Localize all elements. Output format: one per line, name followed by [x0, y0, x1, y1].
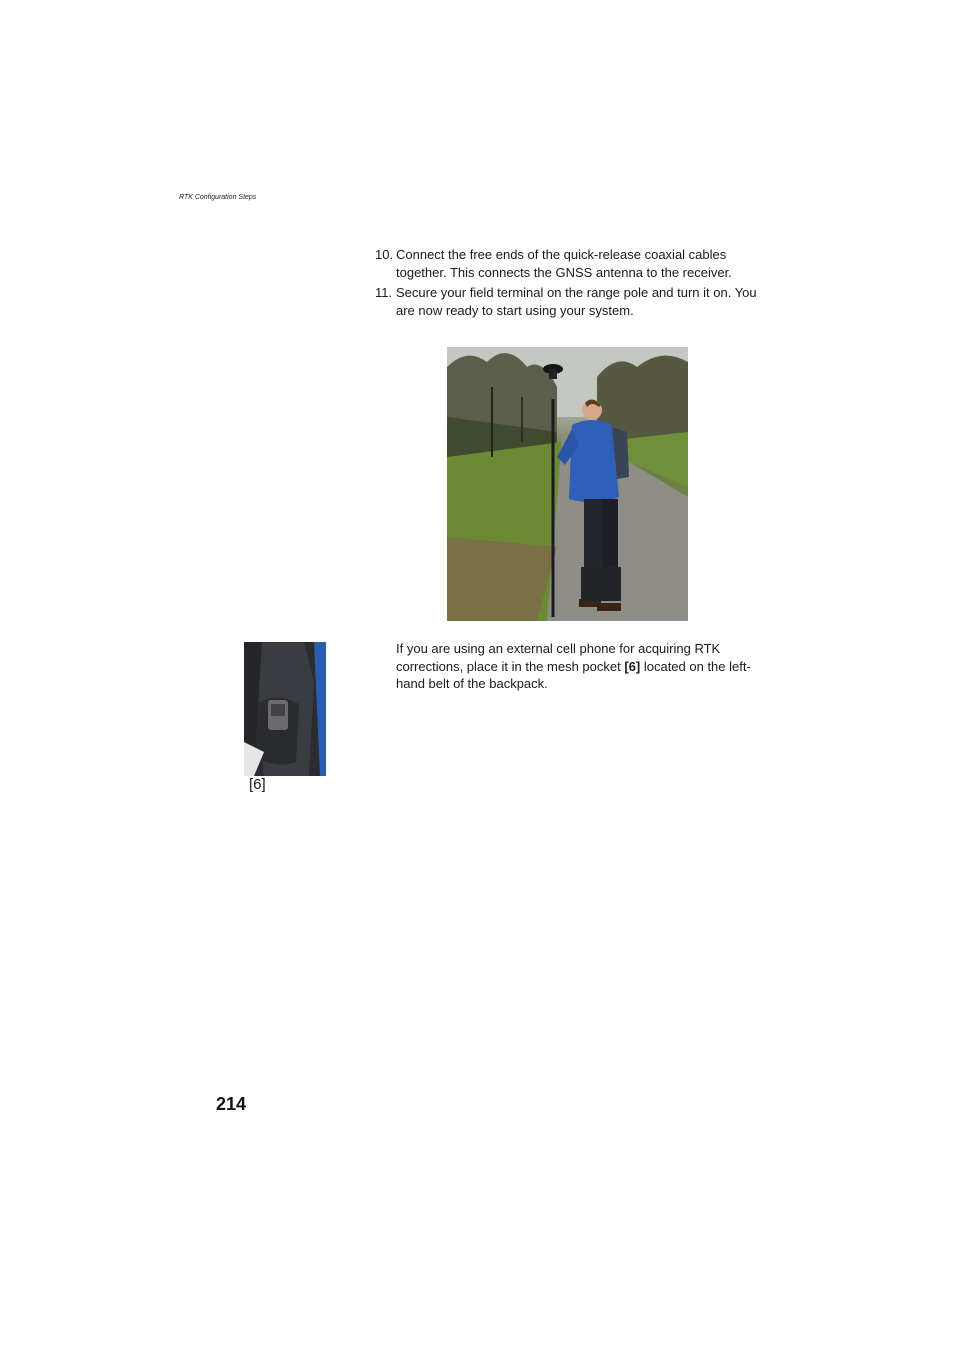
step-number: 11.: [375, 285, 393, 300]
step-item: [375, 284, 775, 319]
note-text-after: located on the left-hand belt of the backpack.: [396, 658, 751, 691]
step-number: 10.: [375, 247, 394, 262]
cell-phone-note: [396, 640, 766, 693]
figure-callout-label: [6]: [249, 776, 266, 793]
running-head: RTK Configuration Steps: [179, 194, 257, 201]
step-item: [375, 246, 775, 281]
step-list: [375, 246, 775, 322]
note-reference: [6]: [624, 658, 641, 674]
page-number: 214: [216, 1094, 247, 1114]
step-text: Secure your field terminal on the range pole and turn it on. You are now ready to start using your system.: [396, 285, 757, 318]
backpack-pocket-photo: [244, 642, 326, 776]
step-text: Connect the free ends of the quick-release coaxial cables together. This connects the GNSS antenna to the receiver.: [396, 247, 732, 280]
surveyor-photo: [447, 347, 688, 621]
note-text-before: If you are using an external cell phone for acquiring RTK corrections, place it in the mesh pocket: [396, 641, 721, 674]
